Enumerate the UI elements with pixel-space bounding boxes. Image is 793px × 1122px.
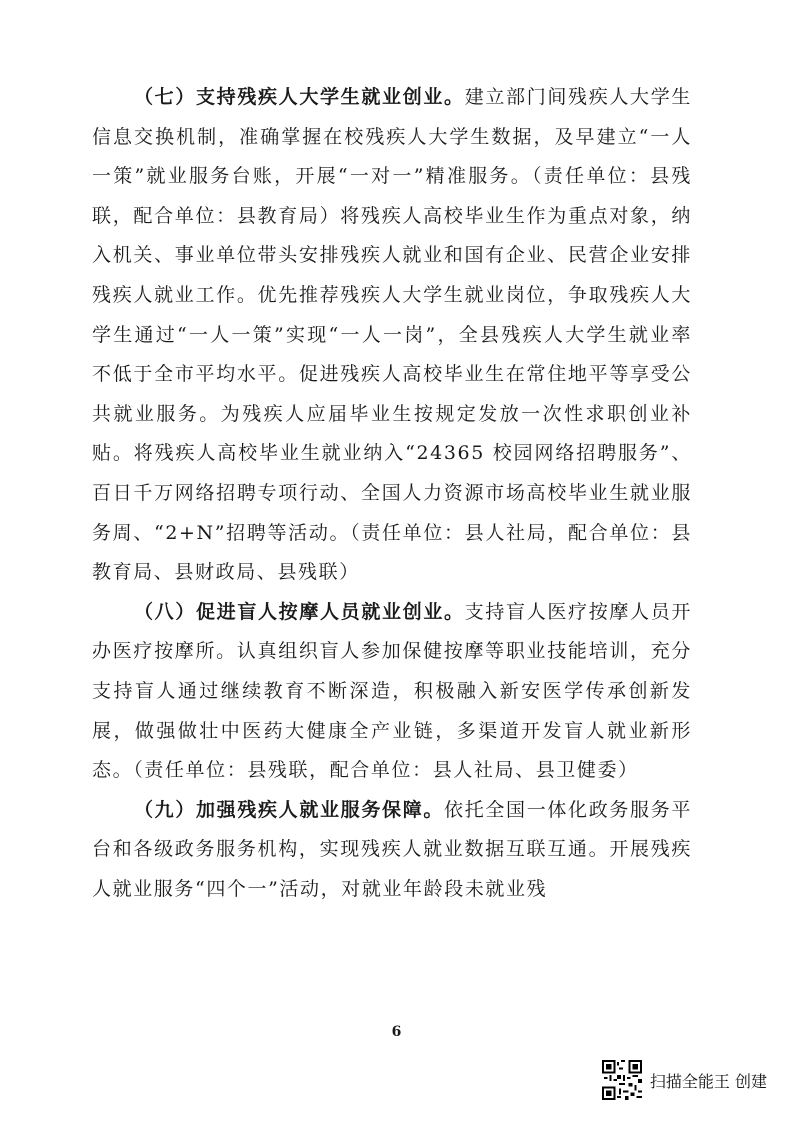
paragraph-9-heading: （九）加强残疾人就业服务保障。 — [134, 798, 445, 821]
paragraph-8 — [92, 593, 692, 791]
page-number: 6 — [391, 1024, 402, 1040]
paragraph-7-text: 建立部门间残疾人大学生信息交换机制，准确掌握在校残疾人大学生数据，及早建立“一人一策”就业服务台账，开展“一对一”精准服务。（责任单位：县残联，配合单位：县教育局）将残疾人高校毕业生作为重点对象，纳入机关、事业单位带头安排残疾人就业和国有企业、民营企业安排残疾人就业工作。优先推荐残疾人大学生就业岗位，争取残疾人大学生通过“一人一策”实现“一人一岗”，全县残疾人大学生就业率不低于全市平均水平。促进残疾人高校毕业生在常住地平等享受公共就业服务。为残疾人应届毕业生按规定发放一次性求职创业补贴。将残疾人高校毕业生就业纳入“24365 校园网络招聘服务”、百日千万网络招聘专项行动、全国人力资源市场高校毕业生就业服务周、“2+N”招聘等活动。（责任单位：县人社局，配合单位：县教育局、县财政局、县残联） — [92, 86, 692, 584]
paragraph-9-text: 依托全国一体化政务服务平台和各级政务服务机构，实现残疾人就业数据互联互通。开展残疾人就业服务“四个一”活动，对就业年龄段未就业残 — [92, 798, 692, 900]
qr-code-icon — [602, 1060, 642, 1100]
watermark-text: 扫描全能王 创建 — [649, 1071, 767, 1091]
scanner-watermark — [602, 1060, 767, 1100]
paragraph-7 — [92, 78, 692, 593]
paragraph-8-text: 支持盲人医疗按摩人员开办医疗按摩所。认真组织盲人参加保健按摩等职业技能培训，充分支持盲人通过继续教育不断深造，积极融入新安医学传承创新发展，做强做壮中医药大健康全产业链，多渠道开发盲人就业新形态。（责任单位：县残联，配合单位：县人社局、县卫健委） — [92, 600, 692, 782]
document-body — [92, 78, 692, 909]
paragraph-9 — [92, 791, 692, 910]
paragraph-8-heading: （八）促进盲人按摩人员就业创业。 — [134, 600, 465, 623]
paragraph-7-heading: （七）支持残疾人大学生就业创业。 — [134, 86, 465, 108]
